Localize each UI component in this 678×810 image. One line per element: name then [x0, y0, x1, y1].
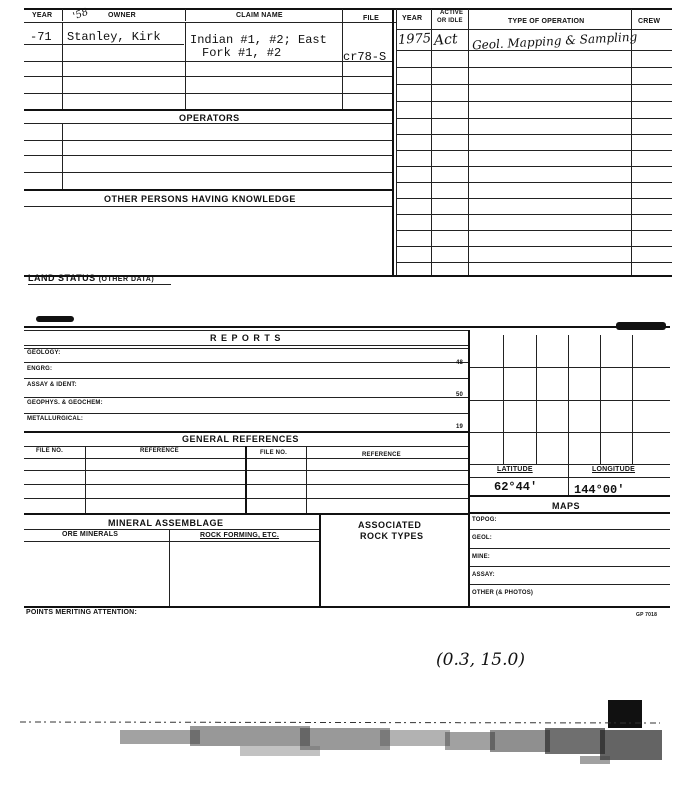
- maps-title: MAPS: [552, 501, 581, 511]
- rule: [431, 9, 432, 275]
- header-year-mark: '58: [71, 6, 90, 23]
- points-meriting-attention: POINTS MERITING ATTENTION:: [26, 609, 137, 616]
- rule: [396, 198, 672, 199]
- rule: [62, 9, 63, 21]
- rule: [24, 529, 319, 530]
- rule: [24, 172, 392, 173]
- entry-operation-handwritten: Geol. Mapping & Sampling: [471, 29, 638, 53]
- handwritten-note: (0.3, 15.0): [436, 650, 525, 670]
- rule: [24, 362, 470, 363]
- rule: [169, 529, 170, 606]
- gr-file-no-2: FILE NO.: [260, 450, 287, 456]
- rule: [470, 548, 670, 549]
- gr-file-no-1: FILE NO.: [36, 448, 63, 454]
- entry-owner: Stanley, Kirk: [67, 30, 161, 44]
- rule: [24, 458, 470, 459]
- rule: [62, 22, 63, 110]
- latitude-value: 62°44': [494, 480, 538, 494]
- entry-claim-line-2: Fork #1, #2: [202, 46, 282, 60]
- rule: [468, 330, 470, 606]
- reports-geophys: GEOPHYS. & GEOCHEM:: [27, 400, 103, 406]
- ore-minerals-label: ORE MINERALS: [62, 531, 119, 538]
- header-type-of-operation: TYPE OF OPERATION: [508, 18, 585, 25]
- rule: [24, 140, 392, 141]
- rule: [24, 76, 392, 77]
- rule: [470, 512, 670, 514]
- rule: [396, 262, 672, 263]
- other-persons-title: OTHER PERSONS HAVING KNOWLEDGE: [104, 194, 296, 204]
- land-status-subtitle: (OTHER DATA): [98, 276, 155, 283]
- rule: [185, 22, 186, 110]
- rule: [568, 335, 569, 495]
- rule: [306, 446, 307, 513]
- maps-mine: MINE:: [472, 554, 490, 560]
- rule: [396, 9, 397, 275]
- maps-geol: GEOL:: [472, 535, 492, 541]
- reports-num-50: 50: [456, 392, 464, 398]
- form-number: GP 7018: [636, 612, 658, 618]
- reports-num-19: 19: [456, 424, 464, 430]
- rule: [24, 606, 670, 608]
- rule: [24, 397, 470, 398]
- reports-num-48: 48: [456, 360, 464, 366]
- entry-year: -71: [30, 30, 52, 44]
- maps-other: OTHER (& PHOTOS): [472, 590, 534, 596]
- rule: [470, 566, 670, 567]
- header-owner: OWNER: [108, 12, 136, 19]
- header-claim-name: CLAIM NAME: [236, 12, 283, 19]
- header-year-2: YEAR: [402, 15, 423, 22]
- rule: [185, 9, 186, 21]
- rule: [24, 431, 470, 433]
- entry-active-handwritten: Act: [433, 31, 459, 49]
- entry-claim-line-1: Indian #1, #2; East: [190, 33, 327, 47]
- rule: [470, 432, 670, 433]
- rule: [24, 61, 392, 62]
- gr-reference-1: REFERENCE: [140, 448, 179, 454]
- rule: [396, 50, 672, 51]
- reports-title: R E P O R T S: [210, 333, 282, 343]
- rule: [24, 378, 470, 379]
- header-file: FILE: [363, 15, 379, 22]
- rule: [24, 498, 470, 499]
- rock-forming-label: ROCK FORMING, ETC.: [200, 532, 280, 539]
- rule: [396, 101, 672, 102]
- rule: [24, 345, 470, 346]
- rule: [396, 84, 672, 85]
- maps-assay: ASSAY:: [472, 572, 495, 578]
- rule: [24, 330, 470, 331]
- rule: [396, 182, 672, 183]
- rule: [470, 584, 670, 585]
- rule: [470, 464, 670, 465]
- entry-year-handwritten: 1975: [397, 31, 432, 48]
- maps-topog: TOPOG:: [472, 517, 497, 523]
- reports-engrg: ENGRG:: [27, 366, 53, 372]
- ink-smudge: [36, 316, 74, 322]
- rule: [24, 470, 470, 471]
- rule: [24, 155, 392, 156]
- reports-assay: ASSAY & IDENT:: [27, 382, 77, 388]
- reports-geology: GEOLOGY:: [27, 350, 61, 356]
- rule: [24, 513, 470, 515]
- rule: [470, 477, 670, 478]
- operators-title: OPERATORS: [179, 113, 240, 123]
- header-active-1: ACTIVE: [440, 10, 464, 16]
- rule: [24, 446, 470, 447]
- rule: [396, 230, 672, 231]
- rule: [396, 67, 672, 68]
- rule: [396, 150, 672, 151]
- mineral-assemblage-title: MINERAL ASSEMBLAGE: [108, 518, 224, 528]
- rule: [470, 400, 670, 401]
- rule: [396, 134, 672, 135]
- rule: [396, 246, 672, 247]
- general-references-title: GENERAL REFERENCES: [182, 434, 299, 444]
- rule: [24, 109, 392, 111]
- rule: [24, 541, 319, 542]
- header-crew: CREW: [638, 18, 661, 25]
- land-status-title: LAND STATUS (OTHER DATA): [28, 273, 155, 283]
- gr-reference-2: REFERENCE: [362, 452, 401, 458]
- rule: [24, 189, 392, 191]
- rule: [85, 446, 86, 513]
- rule: [24, 413, 470, 414]
- associated-label-1: ASSOCIATED: [358, 520, 422, 530]
- rule: [470, 529, 670, 530]
- rule: [245, 446, 247, 513]
- scan-noise: [0, 690, 678, 800]
- header-active-2: OR IDLE: [437, 18, 463, 24]
- longitude-value: 144°00': [574, 483, 625, 497]
- rule: [392, 9, 394, 275]
- rule: [319, 514, 321, 606]
- rule: [631, 9, 632, 275]
- longitude-label: LONGITUDE: [592, 466, 636, 473]
- entry-file: cr78-S: [343, 50, 387, 64]
- rule: [24, 484, 470, 485]
- reports-metallurgical: METALLURGICAL:: [27, 416, 84, 422]
- rule: [24, 123, 392, 124]
- header-year: YEAR: [32, 12, 53, 19]
- rule: [24, 93, 392, 94]
- rule: [24, 348, 470, 349]
- latitude-label: LATITUDE: [497, 466, 533, 473]
- rule: [396, 118, 672, 119]
- rule: [396, 166, 672, 167]
- rule: [24, 44, 184, 45]
- rule: [470, 367, 670, 368]
- associated-label-2: ROCK TYPES: [360, 531, 424, 541]
- rule: [470, 495, 670, 497]
- rule: [24, 326, 670, 328]
- rule: [342, 22, 343, 110]
- rule: [396, 214, 672, 215]
- rule: [24, 22, 396, 23]
- top-border: [24, 8, 672, 10]
- rule: [62, 123, 63, 189]
- rule: [24, 206, 392, 207]
- rule: [468, 9, 469, 275]
- rule: [28, 284, 171, 285]
